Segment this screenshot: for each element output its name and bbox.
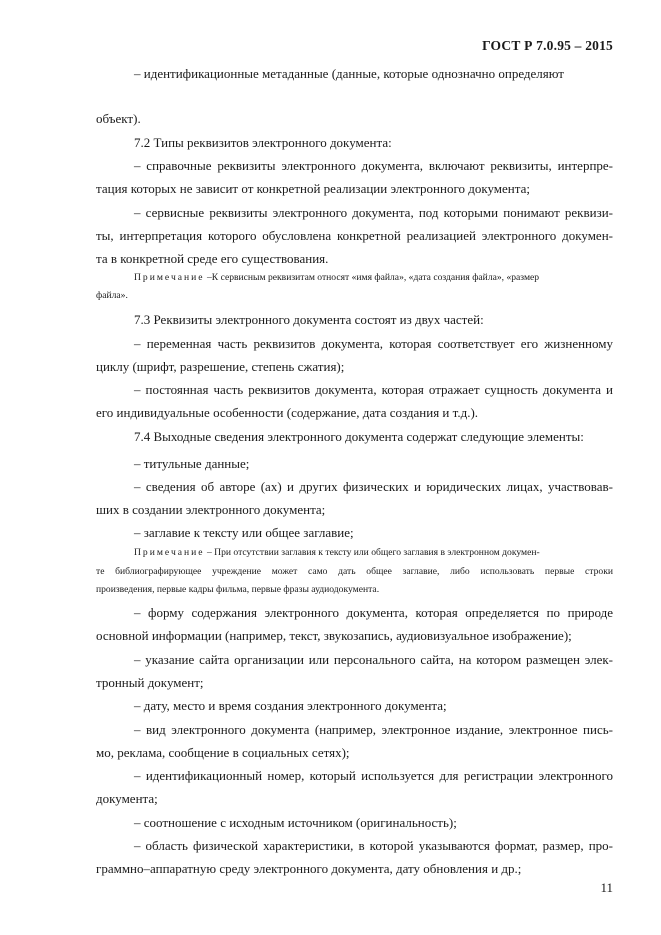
text-line: та в конкретной среде его существования. <box>96 251 329 266</box>
section-heading: 7.4 Выходные сведения электронного документа содержат следующие элементы: <box>134 429 584 444</box>
section-heading: 7.3 Реквизиты электронного документа состоят из двух частей: <box>134 312 484 327</box>
text-line: основной информации (например, текст, звукозапись, аудиовизуальное изображение); <box>96 628 572 643</box>
text-line: – переменная часть реквизитов документа, которая соответствует его жизненному <box>134 336 613 351</box>
document-header: ГОСТ Р 7.0.95 – 2015 <box>482 38 613 53</box>
text-line: – область физической характеристики, в которой указываются формат, размер, про- <box>134 838 613 853</box>
note-line <box>134 272 613 284</box>
text-line: ты, интерпретация которого обусловлена конкретной реализацией электронного докумен- <box>96 228 613 243</box>
text-line: – идентификационный номер, который используется для регистрации электронного <box>134 768 613 783</box>
text-line: документа; <box>96 791 158 806</box>
note-line: те библиографирующее учреждение может само дать общее заглавие, либо использовать первые строки <box>96 566 613 577</box>
text-line: – сведения об авторе (ах) и других физических и юридических лицах, участвовав- <box>134 479 613 494</box>
text-line: – заглавие к тексту или общее заглавие; <box>134 525 354 540</box>
section-heading: 7.2 Типы реквизитов электронного документа: <box>134 135 392 150</box>
text-line: – указание сайта организации или персонального сайта, на котором размещен элек- <box>134 652 613 667</box>
text-line: его индивидуальные особенности (содержание, дата создания и т.д.). <box>96 405 479 420</box>
note-line: произведения, первые кадры фильма, первые фразы аудиодокумента. <box>96 584 380 595</box>
text-line: объект). <box>96 111 141 126</box>
text-line: граммно–аппаратную среду электронного документа, дату обновления и др.; <box>96 861 522 876</box>
text-line: – форму содержания электронного документа, которая определяется по природе <box>134 605 613 620</box>
text-line: – вид электронного документа (например, электронное издание, электронное пись- <box>134 722 613 737</box>
note-text: К сервисным реквизитам относят «имя файла», «дата создания файла», «размер <box>211 272 540 283</box>
text-line: – соотношение с исходным источником (оригинальность); <box>134 815 457 830</box>
text-line: – справочные реквизиты электронного документа, включают реквизиты, интерпре- <box>134 158 613 173</box>
text-line: циклу (шрифт, разрешение, степень сжатия); <box>96 359 345 374</box>
text-line: – сервисные реквизиты электронного документа, под которыми понимают реквизи- <box>134 205 613 220</box>
note-dash: – <box>206 547 212 558</box>
text-line: тация которых не зависит от конкретной реализации электронного документа; <box>96 181 530 196</box>
note-line <box>134 547 613 559</box>
text-line: – дату, место и время создания электронного документа; <box>134 698 447 713</box>
text-line: ших в создании электронного документа; <box>96 502 326 517</box>
text-line: – титульные данные; <box>134 456 250 471</box>
text-line: – постоянная часть реквизитов документа, которая отражает сущность документа и <box>134 382 613 397</box>
note-dash: – <box>206 272 212 283</box>
note-label: Примечание <box>134 272 205 283</box>
text-line: тронный документ; <box>96 675 204 690</box>
note-line: файла». <box>96 290 128 301</box>
text-line: мо, реклама, сообщение в социальных сетях); <box>96 745 350 760</box>
note-text: При отсутствии заглавия к тексту или общего заглавия в электронном докумен- <box>214 547 540 558</box>
page-number: 11 <box>600 880 613 895</box>
text-line: – идентификационные метаданные (данные, которые однозначно определяют <box>134 66 564 81</box>
note-label: Примечание <box>134 547 205 558</box>
